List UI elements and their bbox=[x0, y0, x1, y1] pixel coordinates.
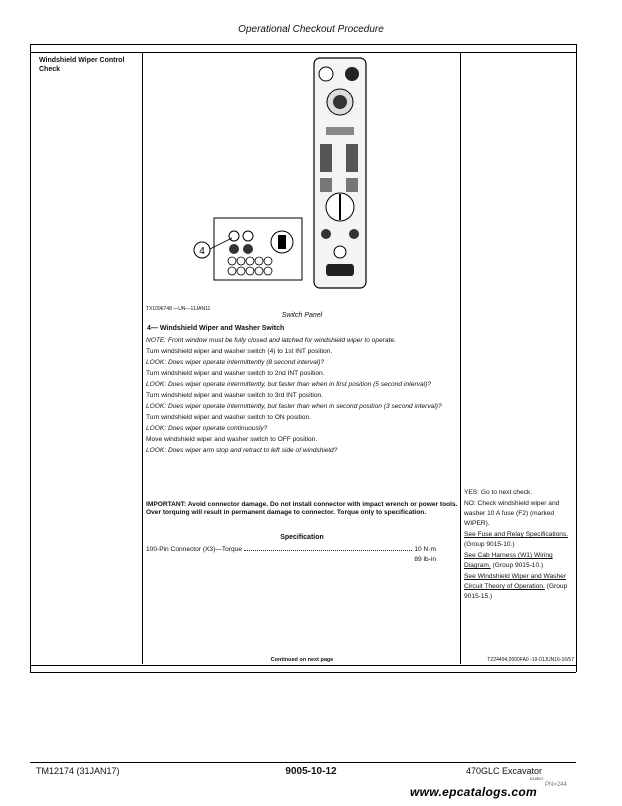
column-divider-1 bbox=[142, 52, 143, 664]
step-line: Turn windshield wiper and washer switch (4) to 1st INT position. bbox=[146, 348, 333, 355]
continued-notice: Continued on next page bbox=[270, 657, 334, 663]
step-line: Turn windshield wiper and washer switch to 2nd INT position. bbox=[146, 370, 325, 377]
watermark: www.epcatalogs.com bbox=[410, 785, 537, 799]
footer-manual-id: TM12174 (31JAN17) bbox=[36, 766, 120, 776]
table-border-left bbox=[30, 44, 31, 672]
column-divider-2 bbox=[460, 52, 461, 664]
table-bottom-rule bbox=[30, 672, 576, 673]
step-line: Move windshield wiper and washer switch to OFF position. bbox=[146, 436, 318, 443]
footer-sub-code: 012917 bbox=[530, 776, 544, 781]
specification-title: Specification bbox=[280, 534, 324, 541]
figure-id: TX1096748 —UN—11JAN11 bbox=[146, 306, 211, 312]
specification-value-lbin: 89 lb-in bbox=[414, 556, 436, 563]
result-column bbox=[464, 488, 574, 603]
link-wiper-circuit-theory[interactable]: See Windshield Wiper and Washer Circuit Theory of Operation. bbox=[464, 573, 567, 590]
important-notice: IMPORTANT: Avoid connector damage. Do not install connector with impact wrench or power tools. Over torquing will result in permanent damage to connector. Torque only to specification. bbox=[146, 501, 458, 516]
specification-label: 100-Pin Connector (X3)—Torque bbox=[146, 546, 243, 553]
figure-caption: Switch Panel bbox=[281, 312, 323, 319]
footer-page-code: 9005-10-12 bbox=[285, 766, 337, 777]
footer-page-number: PN=244 bbox=[545, 782, 567, 788]
specification-value-nm: 10 N·m bbox=[414, 546, 436, 553]
result-no: NO: Check windshield wiper and washer 10 A fuse (F2) (marked WIPER). bbox=[464, 500, 560, 527]
ref-group: (Group 9015-10.) bbox=[464, 541, 515, 548]
step-look: LOOK: Does wiper operate intermittently, but faster than when in first position (5 second interval)? bbox=[146, 381, 432, 388]
step-look: LOOK: Does wiper arm stop and retract to left side of windshield? bbox=[146, 447, 338, 454]
specification-row bbox=[146, 546, 436, 553]
step-line: Turn windshield wiper and washer switch to ON position. bbox=[146, 414, 312, 421]
switch-panel-illustration bbox=[190, 52, 380, 302]
step-look: LOOK: Does wiper operate continuously? bbox=[146, 425, 268, 432]
ref-group: (Group 9015-10.) bbox=[492, 562, 544, 569]
step-title: 4— Windshield Wiper and Washer Switch bbox=[147, 325, 285, 332]
step-look: LOOK: Does wiper operate intermittently (8 second interval)? bbox=[146, 359, 325, 366]
step-instructions bbox=[146, 337, 458, 458]
link-fuse-relay-specs[interactable]: See Fuse and Relay Specifications. bbox=[464, 531, 569, 538]
result-yes: YES: Go to next check. bbox=[464, 489, 533, 496]
section-title: Windshield Wiper Control Check bbox=[39, 57, 125, 73]
link-cab-harness-diagram[interactable]: See Cab Harness (W1) Wiring Diagram. bbox=[464, 552, 553, 569]
page-header-title: Operational Checkout Procedure bbox=[238, 24, 384, 35]
footer-model: 470GLC Excavator bbox=[466, 766, 543, 776]
step-note: NOTE: Front window must be fully closed and latched for windshield wiper to operate. bbox=[146, 337, 396, 344]
figure-callout-4: 4 bbox=[199, 246, 205, 257]
step-look: LOOK: Does wiper operate intermittently, but faster than when in second position (3 second interval)? bbox=[146, 403, 442, 410]
document-id: TZ24494,0000FA0 -19-01JUN16-16/57 bbox=[487, 657, 574, 663]
header-rule bbox=[30, 44, 576, 45]
footer-rule bbox=[30, 762, 576, 763]
table-border-right bbox=[576, 44, 577, 672]
leader-dots bbox=[244, 546, 412, 551]
step-line: Turn windshield wiper and washer switch to 3rd INT position. bbox=[146, 392, 324, 399]
ref-group: (Group 9015-15.) bbox=[464, 583, 568, 600]
row-bottom-rule bbox=[30, 665, 576, 666]
